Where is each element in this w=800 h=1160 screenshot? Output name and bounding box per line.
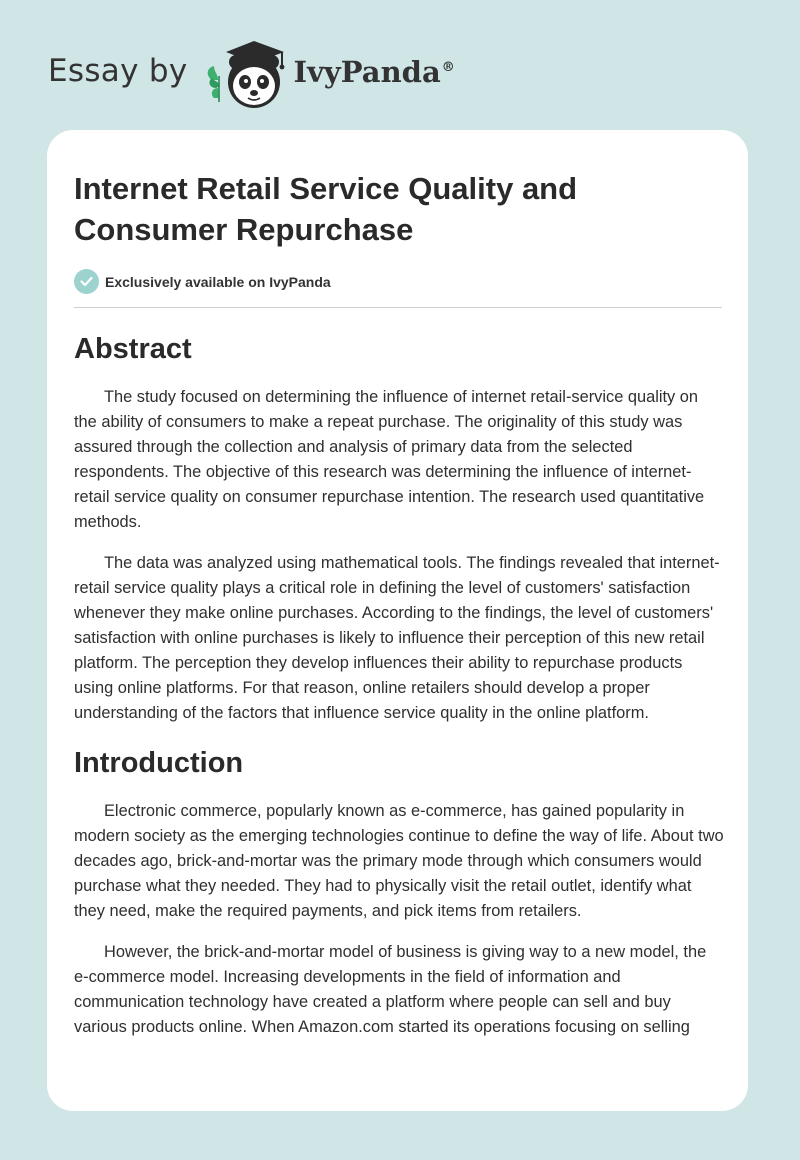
check-circle-icon: [74, 269, 99, 294]
exclusive-badge: [74, 269, 722, 294]
exclusive-label: Exclusively available on IvyPanda: [105, 273, 331, 290]
paragraph: However, the brick-and-mortar model of business is giving way to a new model, the e-commerce model. Increasing developments in the field of information and communication technology have created a platform where people can sell and buy various products online. When Amazon.com started its operations focusing on selling: [74, 943, 707, 1036]
paragraph: The study focused on determining the influence of internet retail-service quality on the ability of consumers to make a repeat purchase. The originality of this study was assured through the collection and analysis of primary data from the selected respondents. The objective of this research was determining the influence of internet-retail service quality on consumer repurchase intention. The research used quantitative methods.: [74, 388, 705, 531]
paragraph: Electronic commerce, popularly known as e-commerce, has gained popularity in modern society as the emerging technologies continue to define the way of life. About two decades ago, brick-and-mortar was the primary mode through which consumers would purchase what they needed. They had to physically visit the retail outlet, identify what they need, make the required payments, and pick items from retailers.: [74, 802, 724, 920]
brand-prefix: Essay by: [48, 53, 188, 89]
panda-logo-icon: [202, 36, 292, 112]
section-heading-abstract: Abstract: [74, 333, 192, 365]
divider: [74, 307, 722, 308]
paragraph: The data was analyzed using mathematical tools. The findings revealed that internet-retail service quality plays a critical role in defining the level of customers' satisfaction whenever they make online purchases. According to the findings, the level of customers' satisfaction with online purchases is likely to influence their perception of this new retail platform. The perception they develop influences their ability to repurchase products using online platforms. For that reason, online retailers should develop a proper understanding of the factors that influence service quality in the online platform.: [74, 554, 720, 722]
essay-card: [47, 130, 748, 1111]
page-title: Internet Retail Service Quality and Consumer Repurchase: [74, 171, 578, 247]
brand-header: [48, 36, 455, 112]
section-heading-introduction: Introduction: [74, 747, 244, 779]
brand-name: IvyPanda®: [293, 55, 455, 89]
